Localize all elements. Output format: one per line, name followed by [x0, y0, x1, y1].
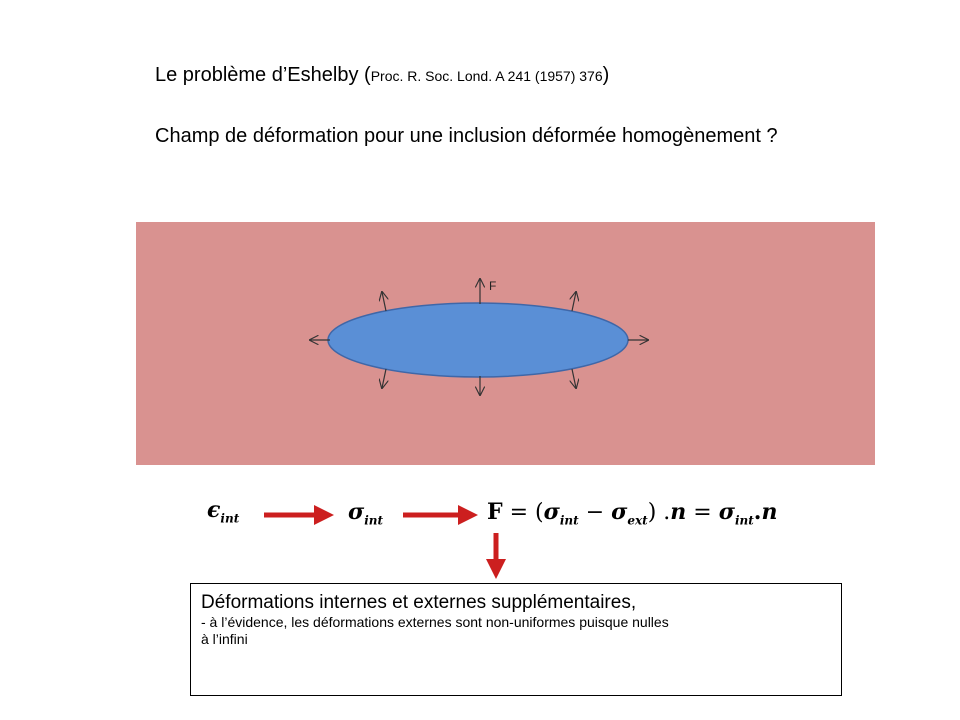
note-heading: Déformations internes et externes supplémentaires, — [201, 592, 637, 613]
arrow-down-left — [382, 369, 386, 388]
note-line-2: à l’infini — [201, 631, 248, 647]
slide-subtitle: Champ de déformation pour une inclusion déformée homogènement ? — [155, 125, 778, 147]
note-box — [190, 583, 842, 696]
arrow-down-right — [572, 369, 576, 388]
note-line-1: - à l’évidence, les déformations externes sont non-uniformes puisque nulles — [201, 614, 669, 630]
title-close: ) — [602, 64, 610, 86]
inclusion-ellipse — [328, 303, 628, 377]
force-equation: $F = (\sigma_{int} - \sigma_{ext}) .n = \sigma_{int}.n$ — [487, 499, 778, 528]
title-reference: Proc. R. Soc. Lond. A 241 (1957) 376 — [370, 68, 603, 84]
arrow-up-right — [572, 292, 576, 311]
title-main: Le problème d’Eshelby ( — [155, 64, 371, 86]
arrow-up-left — [382, 292, 386, 311]
force-label: F — [489, 279, 497, 293]
strain-symbol: $\epsilon_{int}$ — [207, 497, 240, 526]
stress-symbol: $\sigma_{int}$ — [348, 499, 384, 528]
